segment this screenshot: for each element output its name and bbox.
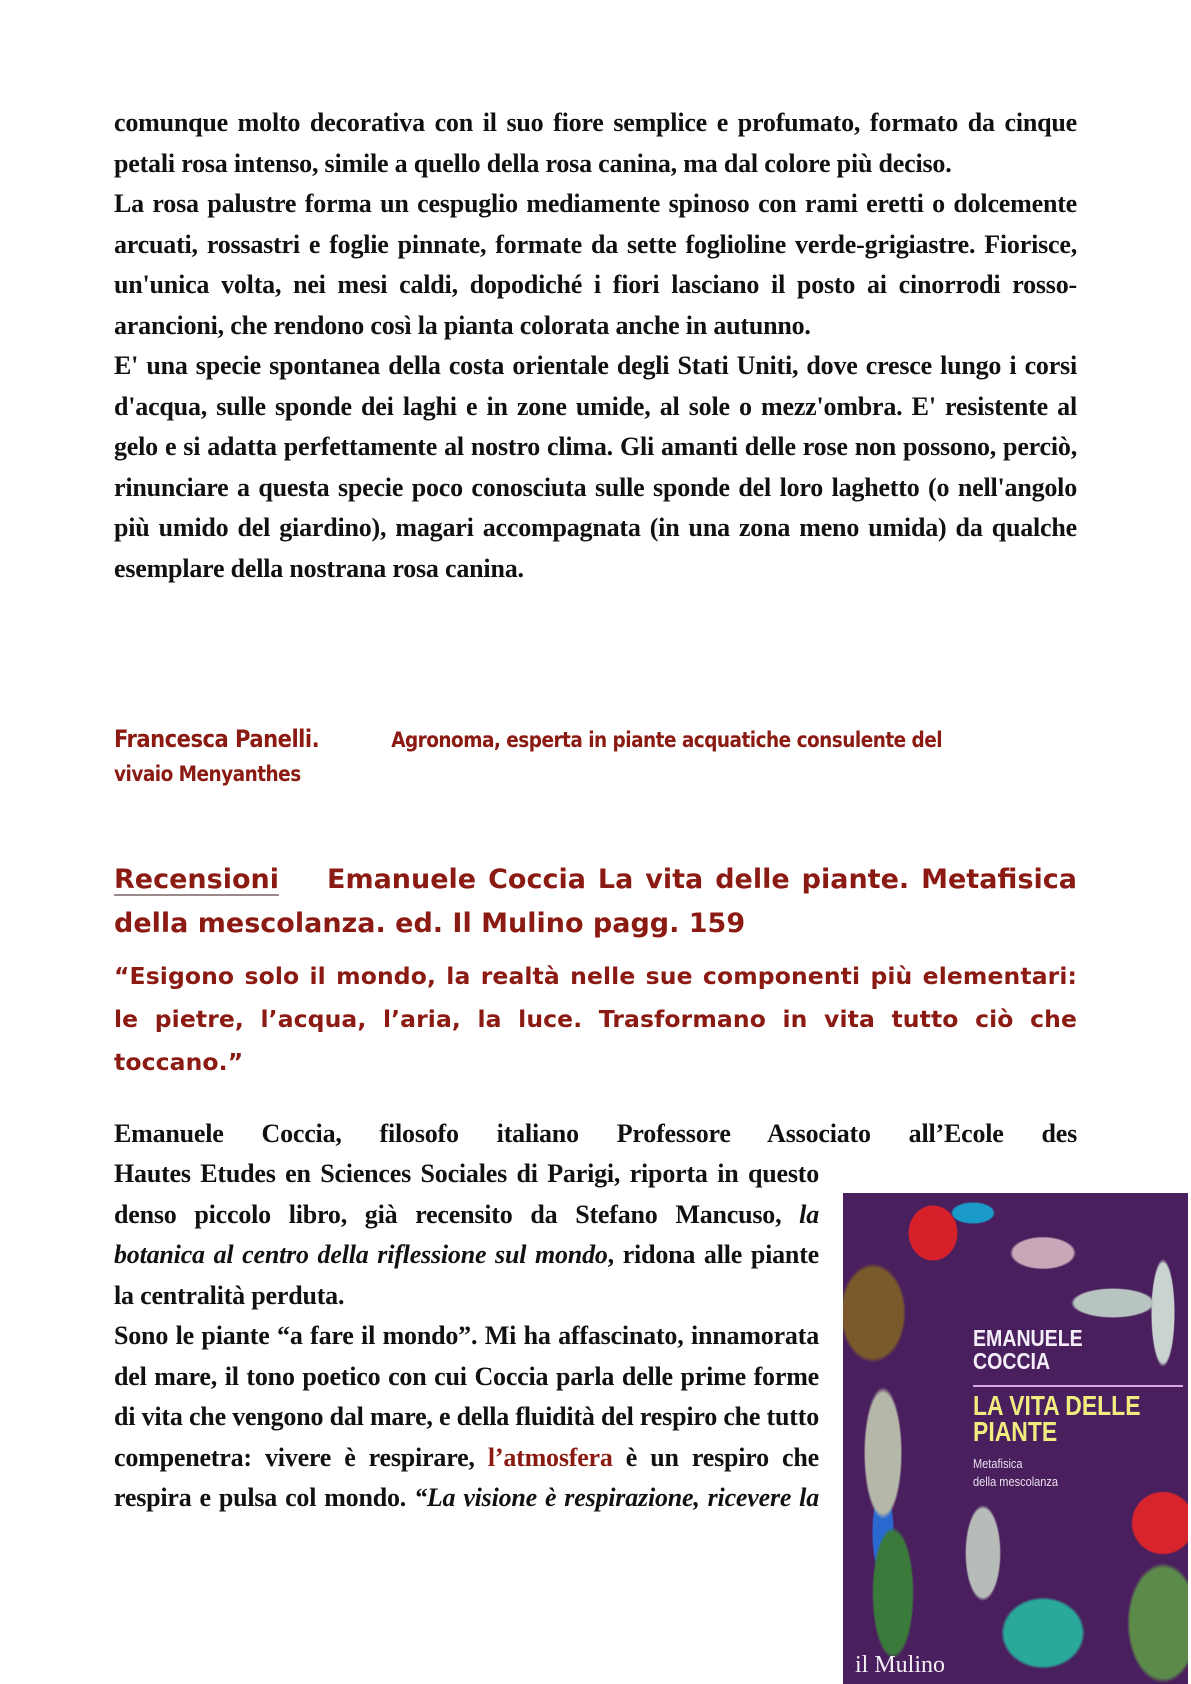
paragraph: La rosa palustre forma un cespuglio mediamente spinoso con rami eretti o dolcemente arcuati, rossastri e foglie pinnate, formate da sette foglioline verde-grigiastre. Fiorisce, un'unica volta, nei mesi caldi, dopodiché i fiori lasciano il posto ai cinorrodi rosso-arancioni, che rendono così la pianta colorata anche in autunno. [114, 189, 1077, 340]
cover-title: LA VITA DELLE PIANTE [973, 1390, 1141, 1447]
book-cover-image [843, 1193, 1188, 1684]
text: Hautes Etudes en Sciences Sociales di Parigi, riporta in questo denso piccolo libro, già recensito da Stefano Mancuso, [114, 1159, 819, 1229]
review-heading [114, 858, 1077, 946]
author-role: Agronoma, esperta in piante acquatiche consulente del vivaio Menyanthes [114, 728, 943, 786]
cover-subtitle: Metafisica della mescolanza [973, 1457, 1059, 1489]
paragraph: comunque molto decorativa con il suo fiore semplice e profumato, formato da cinque petali rosa intenso, simile a quello della rosa canina, ma dal colore più deciso. [114, 108, 1077, 178]
review-quote: “Esigono solo il mondo, la realtà nelle sue componenti più elementari: le pietre, l’acqua, l’aria, la luce. Trasformano in vita tutto ciò che toccano.” [114, 962, 1077, 1076]
section-label: Recensioni [114, 864, 279, 895]
text: Sono le piante “a fare il mondo”. Mi ha affascinato, innamorata del mare, il tono poetico con cui Coccia parla delle prime forme di vita che vengono dal mare, e della fluidità del respiro che tutto compenetra: vivere è respirare, [114, 1321, 819, 1472]
review-paragraph [114, 1154, 819, 1316]
highlight-text: l’atmosfera [487, 1442, 613, 1472]
review-intro-line: Emanuele Coccia, filosofo italiano Professore Associato all’Ecole des [114, 1119, 1077, 1148]
cover-author: EMANUELE COCCIA [973, 1325, 1083, 1374]
review-intro [114, 1114, 1077, 1155]
cover-divider [973, 1385, 1183, 1387]
emphasis: “La visione è respirazione, ricevere la [414, 1483, 819, 1512]
author-name: Francesca Panelli. [114, 725, 320, 753]
text: , ridona alle piante la centralità perduta. [114, 1240, 819, 1310]
paragraph: E' una specie spontanea della costa orientale degli Stati Uniti, dove cresce lungo i corsi d'acqua, sulle sponde dei laghi e in zone umide, al sole o mezz'ombra. E' resistente al gelo e si adatta perfettamente al nostro clima. Gli amanti delle rose non possono, perciò, rinunciare a questa specie poco conosciuta sulle sponde del loro laghetto (o nell'angolo più umido del giardino), magari accompagnata (in una zona meno umida) da qualche esemplare della nostrana rosa canina. [114, 351, 1077, 583]
emphasis: la botanica al centro della riflessione sul mondo [114, 1199, 819, 1269]
article-body [114, 103, 1077, 589]
review-body [114, 1154, 819, 1519]
text: è un respiro che respira e pulsa col mondo. [114, 1442, 819, 1512]
review-title: Emanuele Coccia La vita delle piante. Metafisica della mescolanza. ed. Il Mulino pagg. 159 [114, 864, 1077, 939]
author-credit [114, 722, 961, 791]
review-paragraph [114, 1316, 819, 1519]
cover-publisher-logo: il Mulino [855, 1652, 946, 1678]
